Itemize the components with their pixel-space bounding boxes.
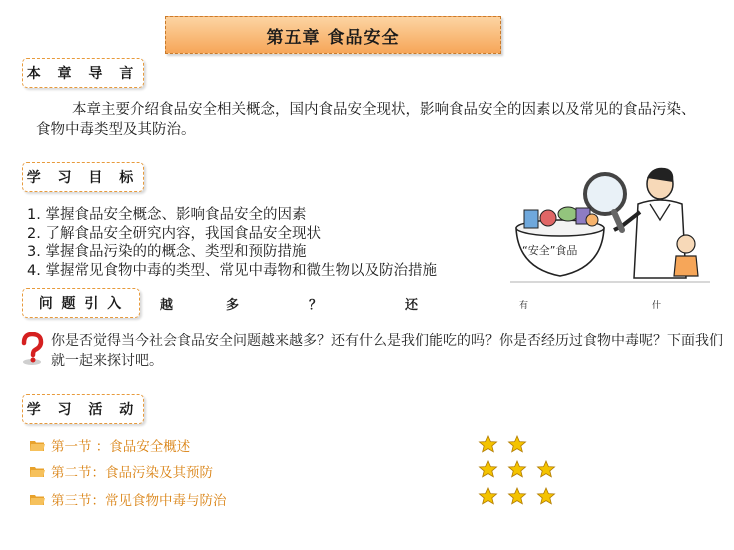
activity-label: 第二节：食品污染及其预防 (51, 465, 213, 481)
activity-link-section-1[interactable] (30, 435, 270, 455)
scatter-text: ？ (309, 298, 323, 313)
scatter-text: 什 (652, 301, 662, 311)
activity-label: 第一节 ：食品安全概述 (51, 439, 191, 455)
section-tag-question: 问 题 引 入 (22, 288, 140, 318)
goal-item: 1. 掌握食品安全概念、影响食品安全的因素 (27, 207, 307, 223)
scatter-text: 还 (405, 298, 419, 313)
goals-list (27, 206, 507, 280)
scatter-text: 越 (160, 298, 174, 313)
intro-paragraph (36, 100, 704, 140)
food-safety-illustration (510, 160, 710, 300)
star-icon (536, 487, 556, 505)
section-tag-goals: 学 习 目 标 (22, 162, 144, 192)
difficulty-stars-1 (478, 435, 527, 453)
scatter-text: 多 (226, 298, 240, 313)
section-tag-activity: 学 习 活 动 (22, 394, 144, 424)
difficulty-stars-2 (478, 460, 556, 478)
chapter-title: 第五章 食品安全 (266, 27, 400, 48)
intro-text: 本章主要介绍食品安全相关概念，国内食品安全现状，影响食品安全的因素以及常见的食品污染、食物中毒类型及其防治。 (36, 102, 696, 138)
star-icon (478, 460, 498, 478)
activity-link-section-3[interactable] (30, 489, 270, 509)
star-icon (478, 487, 498, 505)
star-icon (536, 460, 556, 478)
activity-label: 第三节：常见食物中毒与防治 (51, 493, 227, 509)
star-icon (478, 435, 498, 453)
goal-item: 2. 了解食品安全研究内容，我国食品安全现状 (27, 225, 321, 242)
star-icon (507, 460, 527, 478)
question-mark-icon (20, 332, 44, 366)
activity-link-section-2[interactable] (30, 461, 270, 481)
goal-item: 4. 掌握常见食物中毒的类型、常见中毒物和微生物以及防治措施 (27, 262, 437, 279)
goal-item: 3. 掌握食品污染的的概念、类型和预防措施 (27, 244, 307, 260)
star-icon (507, 487, 527, 505)
star-icon (507, 435, 527, 453)
bowl-label: “安全”食品 (522, 244, 578, 257)
question-paragraph: 你是否觉得当今社会食品安全问题越来越多？还有什么是我们能吃的吗？你是否经历过食物中毒呢？下面我们就一起来探讨吧。 (51, 333, 723, 369)
difficulty-stars-3 (478, 487, 556, 505)
section-tag-intro: 本 章 导 言 (22, 58, 144, 88)
chapter-title-banner (165, 16, 501, 54)
folder-icon (30, 439, 45, 451)
scatter-text: 有 (519, 301, 529, 311)
folder-icon (30, 493, 45, 505)
folder-icon (30, 465, 45, 477)
